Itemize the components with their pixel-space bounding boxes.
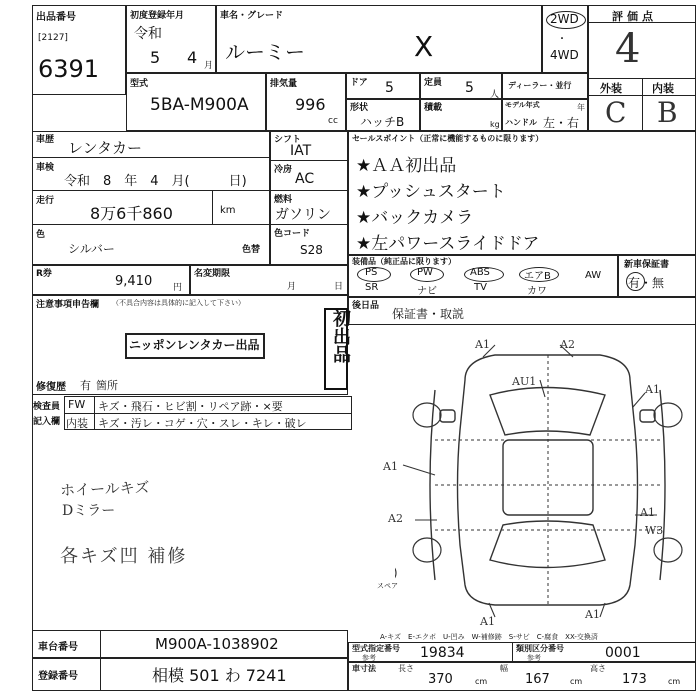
mark-right-rear: A1: [640, 506, 655, 519]
reg-year: 5: [150, 48, 161, 67]
selling-point-1: ★ＡＡ初出品: [356, 156, 457, 176]
damage-legend: A-キズ E-エクボ U-凹み W-補修跡 S-サビ C-腐食 XX-交換済: [380, 633, 598, 641]
left-mirror: [440, 410, 455, 422]
mark-rear-right: A1: [585, 608, 600, 621]
notes-sub: （不具合内容は具体的に記入して下さい）: [112, 299, 245, 307]
equip-ps: PS: [365, 267, 378, 278]
length-unit: cm: [475, 677, 488, 686]
equip-leather: カワ: [527, 286, 547, 297]
equip-abs: ABS: [470, 267, 490, 278]
right-mirror: [640, 410, 655, 422]
selling-point-3: ★バックカメラ: [356, 208, 474, 228]
mark-windshield: AU1: [512, 375, 537, 388]
class-no: 0001: [605, 645, 641, 661]
grade: X: [414, 30, 434, 63]
inspector-label-2: 記入欄: [33, 417, 61, 427]
inspector-fw: FW: [68, 398, 86, 411]
ac-label: 冷房: [274, 165, 293, 175]
shift: IAT: [290, 143, 312, 159]
spare-label: スペア: [377, 582, 398, 590]
model-label: 型式: [130, 79, 149, 89]
fuel-label: 燃料: [274, 195, 293, 205]
model: 5BA-M900A: [150, 95, 249, 115]
color-code-label: 色コード: [274, 229, 311, 239]
color-label: 色: [36, 230, 46, 240]
selling-point-2: ★プッシュスタート: [356, 182, 506, 202]
wheel-front-right: [654, 403, 682, 427]
handwritten-note-3: 各キズ凹 補修: [60, 546, 188, 567]
mark-front-left: A1: [475, 338, 490, 351]
length: 370: [428, 672, 453, 687]
height-unit: cm: [668, 677, 681, 686]
color: シルバー: [68, 242, 115, 256]
reg-month: 4: [187, 48, 198, 67]
score-label: 評価点: [612, 10, 657, 23]
rental-stamp-text: ニッポンレンタカー出品: [129, 338, 260, 352]
doors-label: ドア: [350, 78, 368, 88]
handle: 左・右: [543, 116, 580, 130]
equip-tv: TV: [474, 282, 487, 293]
chassis-label: 車台番号: [38, 642, 78, 653]
model-year-label: モデル年式: [505, 101, 540, 109]
recycle-box: [32, 265, 190, 295]
type-cert-label: 型式指定番号: [352, 644, 400, 653]
car-diagram: [395, 335, 695, 625]
recycle-label: R券: [36, 269, 52, 279]
car-left-side: [430, 390, 435, 580]
interior-label: 内装: [652, 82, 674, 95]
drive-4wd: 4WD: [550, 48, 579, 62]
width-label: 幅: [500, 664, 508, 673]
height: 173: [622, 672, 647, 687]
handwritten-note-2: Dミラー: [62, 503, 116, 519]
dim-label: 車寸法: [352, 664, 376, 673]
drive-2wd: 2WD: [550, 12, 579, 26]
name-change-label: 名変期限: [194, 269, 231, 279]
doors: 5: [385, 80, 394, 96]
color-code: S28: [300, 243, 323, 257]
mileage: 8万6千860: [90, 204, 173, 223]
inspector-fw-items: キズ・飛石・ヒビ割・リペア跡・×要: [98, 400, 283, 413]
equip-aw: AW: [585, 270, 602, 281]
equip-pw: PW: [417, 267, 433, 278]
fuel: ガソリン: [275, 207, 331, 223]
car-name: ルーミー: [225, 40, 305, 64]
type-cert-ref: 参考: [362, 654, 376, 662]
name-change-day: 日: [334, 282, 344, 292]
lot-number-label: 出品番号: [36, 12, 76, 23]
capacity: 5: [465, 80, 474, 96]
inspector-interior: 内装: [66, 417, 88, 430]
warranty-label: 新車保証書: [624, 260, 670, 270]
lot-number: 6391: [38, 55, 100, 83]
length-label: 長さ: [398, 664, 414, 673]
exterior-grade: C: [605, 96, 627, 129]
warranty: 有・無: [628, 276, 665, 290]
handle-label: ハンドル: [505, 118, 537, 127]
dealer-label: ディーラー・並行: [508, 81, 572, 90]
reg-month-unit: 月: [204, 61, 214, 71]
lot-number-sub: [2127]: [38, 33, 68, 43]
ac: AC: [295, 171, 315, 187]
shift-label: シフト: [274, 135, 302, 145]
inspector-label-1: 検査員: [33, 402, 61, 412]
class-label: 類別区分番号: [516, 644, 564, 653]
mark-left-door: A1: [383, 460, 398, 473]
selling-points-label: セールスポイント（正常に機能するものに限ります）: [352, 134, 544, 143]
width-unit: cm: [570, 677, 583, 686]
displacement: 996: [295, 95, 326, 114]
plate: 相模 501 わ 7241: [152, 666, 287, 685]
inspection-label: 車検: [36, 163, 55, 173]
recycle-amount: 9,410: [115, 274, 153, 289]
recycle-unit: 円: [173, 283, 183, 293]
car-right-side: [660, 390, 665, 580]
mark-right-wheel: W3: [645, 524, 664, 537]
repair: 有: [80, 379, 91, 392]
mark-front-right: A2: [560, 338, 575, 351]
type-cert: 19834: [420, 645, 465, 661]
wheel-rear-right: [654, 538, 682, 562]
mark-left-rear: A2: [388, 512, 403, 525]
equip-airbag: エアB: [524, 271, 551, 282]
color-swap-label: 色替: [242, 245, 261, 255]
width: 167: [525, 672, 550, 687]
exterior-label: 外装: [600, 82, 622, 95]
mark-rear-left: A1: [480, 615, 495, 628]
mark-right-front: A1: [645, 383, 660, 396]
wheel-front-left: [413, 403, 441, 427]
load-unit: kg: [490, 120, 500, 129]
shape: ハッチB: [360, 115, 405, 129]
selling-point-4: ★左パワースライドドア: [356, 234, 540, 254]
mileage-unit: km: [220, 205, 236, 216]
displacement-label: 排気量: [270, 79, 298, 89]
inspection: 令和 8 年 4 月( 日): [64, 174, 247, 189]
equip-sr: SR: [365, 282, 379, 293]
equip-navi: ナビ: [417, 286, 437, 297]
capacity-unit: 人: [490, 90, 500, 100]
plate-label: 登録番号: [38, 671, 78, 682]
class-ref: 参考: [527, 654, 541, 662]
wheel-rear-left: [413, 538, 441, 562]
post-docs: 保証書・取説: [392, 307, 465, 321]
spare-wheel: [395, 564, 396, 582]
height-label: 高さ: [590, 664, 606, 673]
mileage-label: 走行: [36, 196, 55, 206]
load-label: 積載: [424, 103, 443, 113]
post-docs-label: 後日品: [352, 301, 380, 311]
history-label: 車歴: [36, 135, 55, 145]
displacement-unit: cc: [328, 116, 338, 126]
notes-label: 注意事項申告欄: [36, 300, 100, 310]
first-listing-stamp-text: 初出品: [330, 309, 351, 363]
era: 令和: [134, 26, 162, 42]
inspector-interior-items: キズ・汚レ・コゲ・穴・スレ・キレ・破レ: [98, 417, 307, 430]
interior-grade: B: [657, 96, 678, 129]
model-year-unit: 年: [577, 103, 585, 112]
name-change-month: 月: [287, 282, 297, 292]
repair-label: 修復歴: [36, 382, 66, 393]
capacity-label: 定員: [424, 78, 443, 88]
first-registration-label: 初度登録年月: [130, 11, 185, 21]
chassis: M900A-1038902: [155, 635, 279, 653]
car-name-label: 車名・グレード: [220, 11, 284, 21]
equipment-label: 装備品（純正品に限ります）: [352, 257, 456, 266]
handwritten-note-1: ホイールキズ: [59, 478, 150, 500]
repair-unit: 箇所: [96, 379, 118, 392]
drive-dot: ・: [557, 34, 567, 45]
score: 4: [615, 26, 641, 72]
shape-label: 形状: [350, 103, 369, 113]
history: レンタカー: [68, 139, 143, 157]
